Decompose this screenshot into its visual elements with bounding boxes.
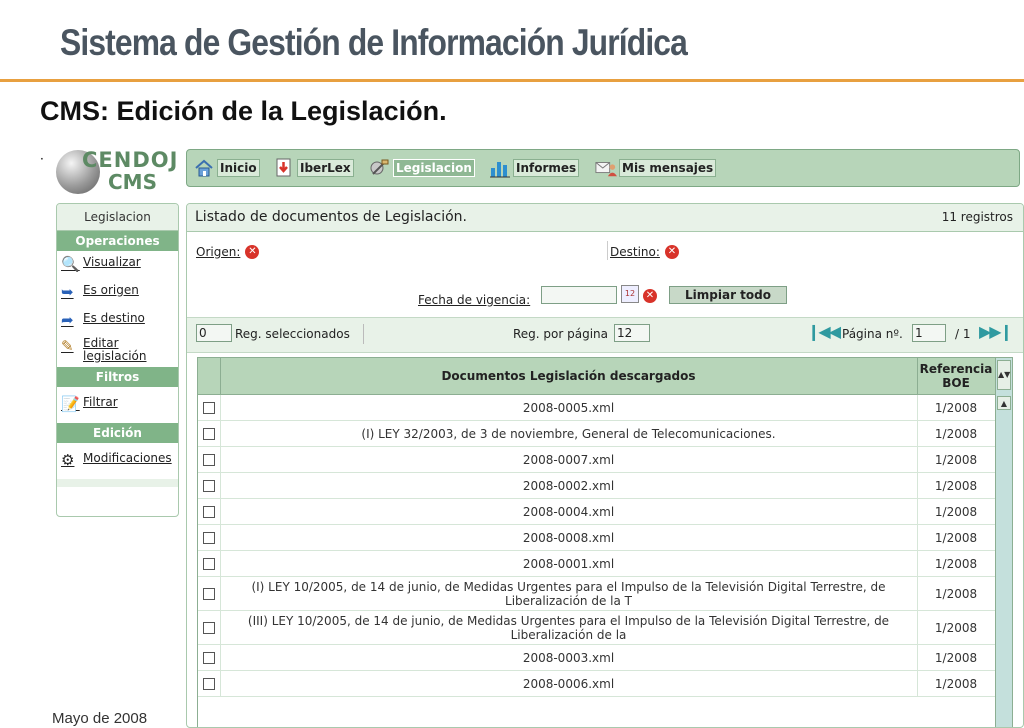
sidebar-title: Legislacion (57, 204, 178, 231)
top-navigation-bar (186, 149, 1020, 187)
row-checkbox[interactable] (203, 428, 215, 440)
row-checkbox[interactable] (203, 506, 215, 518)
row-checkbox-cell (198, 671, 221, 696)
header-referencia-boe[interactable]: Referencia BOE (919, 362, 993, 390)
title-divider (0, 79, 1024, 82)
table-row[interactable] (198, 671, 995, 697)
record-count: 11 registros (941, 210, 1013, 224)
row-referencia: 1/2008 (934, 676, 978, 691)
sidebar-section-edicion: Edición (57, 423, 178, 443)
row-checkbox[interactable] (203, 532, 215, 544)
sidebar-item-es-origen[interactable] (57, 279, 178, 307)
row-referencia: 1/2008 (934, 504, 978, 519)
toolbar-divider (363, 324, 364, 344)
slide-subtitle: CMS: Edición de la Legislación. (40, 96, 447, 126)
sidebar (56, 203, 179, 517)
table-row[interactable] (198, 611, 995, 645)
table-row[interactable] (198, 499, 995, 525)
download-icon (273, 158, 295, 178)
nav-item-inicio[interactable] (193, 156, 260, 180)
row-checkbox[interactable] (203, 588, 215, 600)
per-page-label: Reg. por página (513, 327, 609, 341)
selected-count-field[interactable]: 0 (196, 324, 232, 342)
bullet-dot: · (40, 152, 44, 166)
row-document[interactable]: 2008-0007.xml (220, 447, 918, 472)
row-document[interactable]: 2008-0008.xml (220, 525, 918, 550)
sidebar-footer (57, 479, 178, 487)
sidebar-item-es-destino[interactable] (57, 307, 178, 335)
panel-header (187, 204, 1023, 232)
nav-item-iberlex[interactable] (273, 156, 354, 180)
table-row[interactable] (198, 473, 995, 499)
row-document[interactable]: 2008-0005.xml (220, 395, 918, 420)
panel-title: Listado de documentos de Legislación. (195, 209, 467, 225)
filter-document-icon: 📝 (61, 395, 80, 413)
first-page-icon[interactable]: ❙◀◀ (807, 322, 840, 341)
row-document[interactable]: 2008-0004.xml (220, 499, 918, 524)
row-checkbox-cell (198, 611, 221, 644)
row-checkbox[interactable] (203, 454, 215, 466)
cendoj-cms-logo (56, 148, 178, 196)
origen-filter (196, 241, 259, 260)
clear-fecha-wrapper (643, 285, 657, 304)
header-checkbox-cell (198, 358, 221, 394)
nav-label-mis-mensajes: Mis mensajes (619, 159, 716, 177)
nav-label-inicio: Inicio (217, 159, 260, 177)
per-page-field[interactable]: 12 (614, 324, 650, 342)
scroll-up-header-icon[interactable]: ▲▼ (997, 360, 1011, 390)
sidebar-label-es-destino: Es destino (83, 311, 145, 325)
destino-filter (607, 241, 679, 260)
magnifier-icon: 🔍 (61, 255, 80, 273)
sidebar-label-visualizar: Visualizar (83, 255, 141, 269)
slide-title: Sistema de Gestión de Información Jurídica (60, 22, 687, 63)
nav-label-informes: Informes (513, 159, 579, 177)
table-row[interactable] (198, 577, 995, 611)
row-checkbox-cell (198, 421, 221, 446)
row-document[interactable]: (I) LEY 10/2005, de 14 de junio, de Medidas Urgentes para el Impulso de la Televisión Digital Terrestre, de Liberalización de la T (220, 577, 918, 610)
row-referencia: 1/2008 (934, 478, 978, 493)
clear-origen-icon[interactable]: ✕ (245, 245, 259, 259)
nav-item-legislacion[interactable] (369, 156, 475, 180)
row-referencia: 1/2008 (934, 452, 978, 467)
limpiar-todo-button[interactable]: Limpiar todo (669, 286, 787, 304)
row-checkbox-cell (198, 473, 221, 498)
documents-table (197, 357, 1013, 728)
fecha-vigencia-label (418, 289, 530, 308)
row-checkbox[interactable] (203, 652, 215, 664)
clear-fecha-icon[interactable]: ✕ (643, 289, 657, 303)
logo-text-cendoj: CENDOJ (82, 148, 179, 172)
row-checkbox[interactable] (203, 622, 215, 634)
table-toolbar (187, 317, 1023, 353)
sidebar-section-filtros: Filtros (57, 367, 178, 387)
slide-footer-date: Mayo de 2008 (52, 710, 148, 727)
row-checkbox-cell (198, 645, 221, 670)
row-checkbox-cell (198, 395, 221, 420)
main-panel (186, 203, 1024, 728)
row-document[interactable]: 2008-0002.xml (220, 473, 918, 498)
last-page-icon[interactable]: ▶▶❙ (979, 322, 1012, 341)
row-checkbox[interactable] (203, 480, 215, 492)
row-checkbox-cell (198, 577, 221, 610)
table-row[interactable] (198, 645, 995, 671)
sidebar-label-es-origen: Es origen (83, 283, 139, 297)
nav-item-informes[interactable] (489, 156, 579, 180)
row-document[interactable]: (III) LEY 10/2005, de 14 de junio, de Medidas Urgentes para el Impulso de la Televisión Digital Terrestre, de Liberalización de la (220, 611, 918, 644)
row-checkbox[interactable] (203, 678, 215, 690)
sidebar-label-modificaciones: Modificaciones (83, 451, 172, 465)
nav-label-iberlex: IberLex (297, 159, 354, 177)
sidebar-item-visualizar[interactable] (57, 251, 178, 279)
row-checkbox-cell (198, 447, 221, 472)
table-row[interactable] (198, 421, 995, 447)
sidebar-item-editar-legislacion[interactable] (57, 335, 178, 367)
sidebar-item-modificaciones[interactable] (57, 443, 178, 479)
page-total: / 1 (955, 327, 971, 341)
home-icon (193, 158, 215, 178)
row-referencia: 1/2008 (934, 586, 978, 601)
row-checkbox[interactable] (203, 558, 215, 570)
table-header (198, 358, 1012, 395)
page-label: Página nº. (842, 327, 903, 341)
row-checkbox-cell (198, 525, 221, 550)
nav-label-legislacion: Legislacion (393, 159, 475, 177)
edit-pencil-icon: ✎ (61, 337, 74, 355)
modify-gear-icon: ⚙ (61, 451, 75, 469)
table-body (198, 395, 995, 697)
row-referencia: 1/2008 (934, 426, 978, 441)
row-referencia: 1/2008 (934, 650, 978, 665)
table-row[interactable] (198, 447, 995, 473)
row-document[interactable]: 2008-0003.xml (220, 645, 918, 670)
sidebar-section-operaciones: Operaciones (57, 231, 178, 251)
table-row[interactable] (198, 525, 995, 551)
destination-arrow-icon: ➦ (61, 311, 74, 329)
row-checkbox[interactable] (203, 402, 215, 414)
sidebar-label-filtrar: Filtrar (83, 395, 118, 409)
origen-label[interactable]: Origen: (196, 245, 241, 259)
logo-text-cms: CMS (108, 170, 157, 194)
row-document[interactable]: (I) LEY 32/2003, de 3 de noviembre, General de Telecomunicaciones. (220, 421, 918, 446)
row-document[interactable]: 2008-0001.xml (220, 551, 918, 576)
row-checkbox-cell (198, 499, 221, 524)
sidebar-item-filtrar[interactable] (57, 387, 178, 423)
table-scrollbar[interactable] (995, 358, 1013, 728)
fecha-vigencia-input[interactable] (541, 286, 617, 304)
fecha-vigencia-text: Fecha de vigencia: (418, 293, 531, 307)
destino-label[interactable]: Destino: (610, 245, 660, 259)
table-row[interactable] (198, 395, 995, 421)
messages-icon (595, 158, 617, 178)
selected-count-label: Reg. seleccionados (235, 327, 350, 341)
header-documentos[interactable]: Documentos Legislación descargados (220, 358, 918, 394)
scale-icon (369, 158, 391, 178)
scroll-up-icon[interactable]: ▲ (997, 396, 1011, 410)
origin-arrow-icon: ➥ (61, 283, 74, 301)
row-document[interactable]: 2008-0006.xml (220, 671, 918, 696)
row-referencia: 1/2008 (934, 620, 978, 635)
sidebar-label-editar-legislacion: Editar legislación (83, 336, 147, 363)
row-checkbox-cell (198, 551, 221, 576)
row-referencia: 1/2008 (934, 400, 978, 415)
table-row[interactable] (198, 551, 995, 577)
row-referencia: 1/2008 (934, 556, 978, 571)
calendar-icon[interactable]: 12 (621, 285, 639, 303)
bar-chart-icon (489, 158, 511, 178)
page-number-field[interactable]: 1 (912, 324, 946, 342)
clear-destino-icon[interactable]: ✕ (665, 245, 679, 259)
row-referencia: 1/2008 (934, 530, 978, 545)
nav-item-mis-mensajes[interactable] (595, 156, 716, 180)
